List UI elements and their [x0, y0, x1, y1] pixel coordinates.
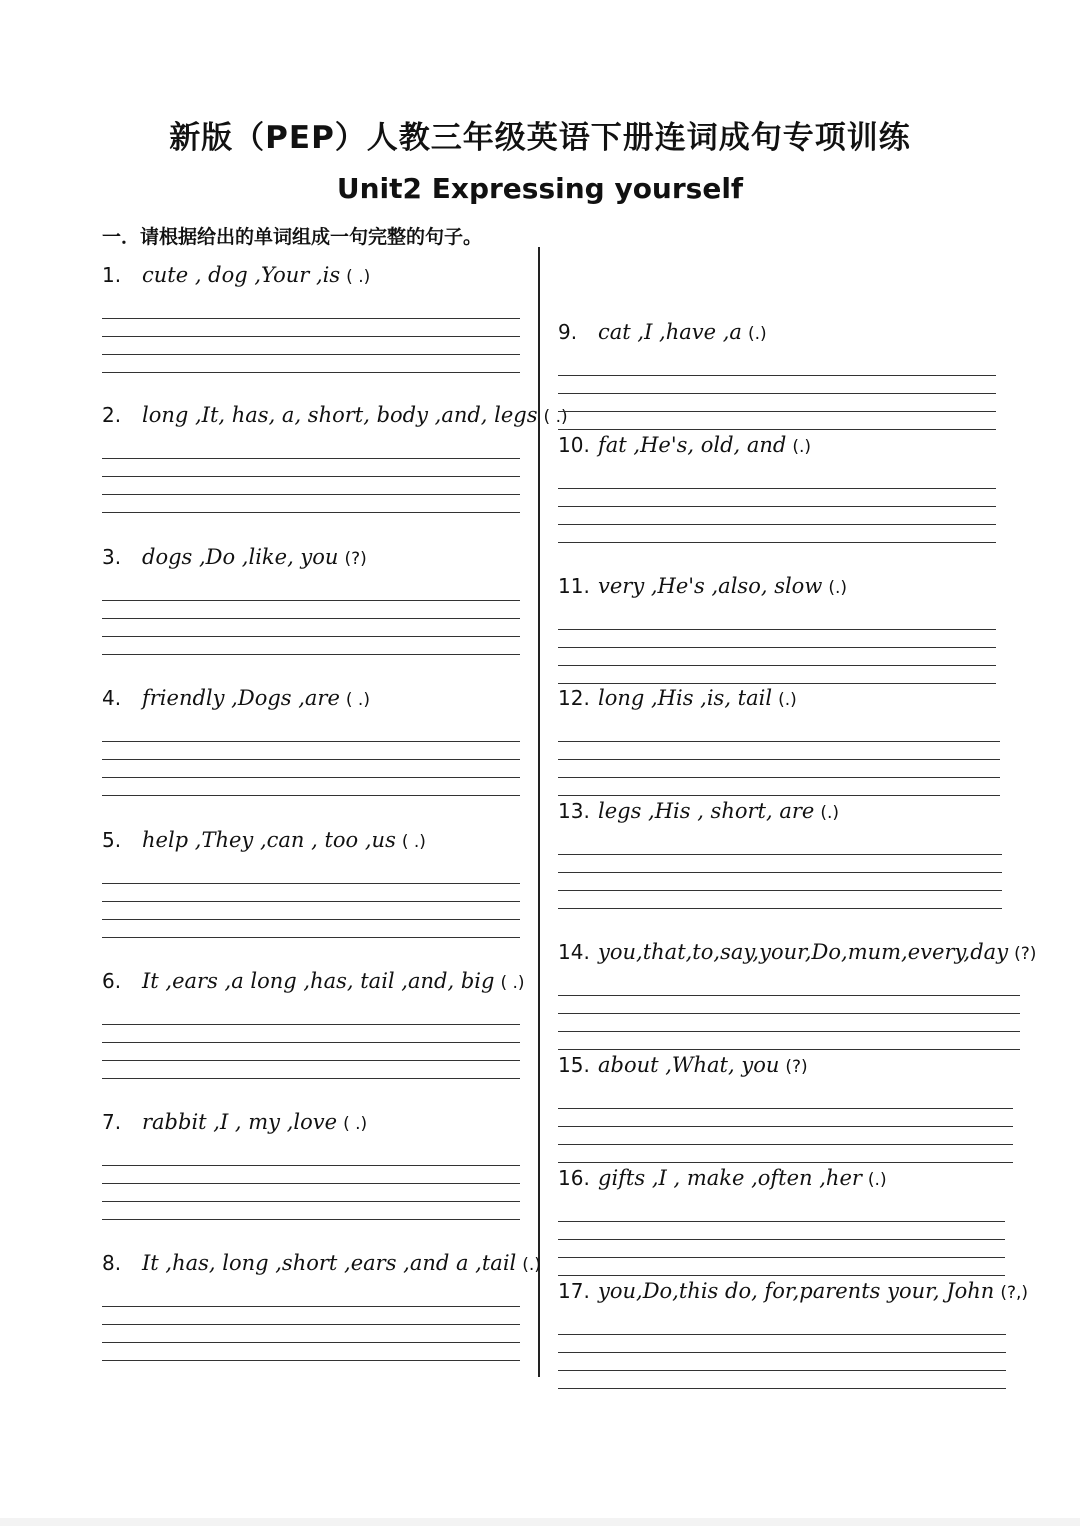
- question-number: 6.: [102, 969, 122, 993]
- punctuation-hint: (.): [792, 437, 812, 457]
- answer-line-2[interactable]: [558, 1352, 1006, 1353]
- question-number: 5.: [102, 828, 122, 852]
- question-text: [102, 1107, 367, 1139]
- scrambled-words: long ,His ,is, tail: [598, 686, 773, 710]
- question-text: [102, 825, 426, 857]
- question-text: [558, 1163, 887, 1195]
- scrambled-words: you,Do,this do, for,parents your, John: [598, 1279, 995, 1303]
- question-text: [558, 571, 847, 603]
- answer-line-3[interactable]: [558, 1257, 1005, 1258]
- answer-line-2[interactable]: [558, 1239, 1005, 1240]
- scrambled-words: rabbit ,I , my ,love: [142, 1110, 338, 1134]
- question-number: 1.: [102, 263, 122, 287]
- answer-line-3[interactable]: [102, 636, 520, 637]
- scrambled-words: you,that,to,say,your,Do,mum,every,day: [598, 940, 1009, 964]
- scrambled-words: It ,ears ,a long ,has, tail ,and, big: [142, 969, 495, 993]
- punctuation-hint: ( .): [345, 690, 370, 710]
- answer-line-4[interactable]: [102, 1219, 520, 1220]
- question-text: [558, 317, 767, 349]
- answer-line-3[interactable]: [558, 777, 1000, 778]
- question-number: 12.: [558, 686, 590, 710]
- punctuation-hint: ( .): [343, 1114, 368, 1134]
- question-text: [558, 430, 811, 462]
- question-number: 3.: [102, 545, 122, 569]
- answer-line-2[interactable]: [102, 618, 520, 619]
- answer-line-2[interactable]: [102, 1324, 520, 1325]
- answer-line-2[interactable]: [558, 872, 1002, 873]
- punctuation-hint: ( .): [500, 973, 525, 993]
- answer-line-3[interactable]: [558, 411, 996, 412]
- question-text: [102, 1248, 541, 1280]
- answer-line-2[interactable]: [558, 393, 996, 394]
- answer-line-2[interactable]: [558, 506, 996, 507]
- scrambled-words: friendly ,Dogs ,are: [142, 686, 340, 710]
- answer-line-2[interactable]: [102, 759, 520, 760]
- punctuation-hint: (.): [522, 1255, 541, 1275]
- scrambled-words: very ,He's ,also, slow: [598, 574, 823, 598]
- answer-line-1[interactable]: [102, 458, 520, 459]
- question-number: 10.: [558, 433, 590, 457]
- answer-line-2[interactable]: [558, 1013, 1020, 1014]
- question-number: 13.: [558, 799, 590, 823]
- answer-line-4[interactable]: [102, 372, 520, 373]
- answer-line-3[interactable]: [102, 919, 520, 920]
- answer-line-4[interactable]: [102, 1078, 520, 1079]
- answer-line-1[interactable]: [558, 1221, 1005, 1222]
- unit-subtitle: Unit2 Expressing yourself: [336, 172, 744, 205]
- punctuation-hint: ( .): [346, 267, 371, 287]
- answer-line-3[interactable]: [558, 524, 996, 525]
- scrambled-words: legs ,His , short, are: [598, 799, 815, 823]
- answer-line-3[interactable]: [558, 665, 996, 666]
- answer-line-1[interactable]: [102, 741, 520, 742]
- scrambled-words: about ,What, you: [598, 1053, 780, 1077]
- punctuation-hint: ( .): [543, 407, 568, 427]
- answer-line-2[interactable]: [558, 647, 996, 648]
- answer-line-2[interactable]: [558, 1126, 1013, 1127]
- answer-line-3[interactable]: [102, 494, 520, 495]
- instruction: 一．请根据给出的单词组成一句完整的句子。: [102, 226, 483, 248]
- answer-line-1[interactable]: [558, 1334, 1006, 1335]
- scrambled-words: cat ,I ,have ,a: [598, 320, 742, 344]
- question-number: 7.: [102, 1110, 122, 1134]
- answer-line-1[interactable]: [558, 629, 996, 630]
- question-number: 14.: [558, 940, 590, 964]
- question-text: [558, 1276, 1028, 1308]
- scrambled-words: long ,It, has, a, short, body ,and, legs: [142, 403, 538, 427]
- scrambled-words: cute , dog ,Your ,is: [142, 263, 341, 287]
- answer-line-1[interactable]: [102, 1024, 520, 1025]
- question-text: [558, 796, 839, 828]
- punctuation-hint: (.): [820, 803, 839, 823]
- answer-line-1[interactable]: [558, 995, 1020, 996]
- answer-line-2[interactable]: [102, 1183, 520, 1184]
- question-number: 15.: [558, 1053, 590, 1077]
- question-text: [558, 1050, 808, 1082]
- question-text: [102, 400, 568, 432]
- question-number: 17.: [558, 1279, 590, 1303]
- punctuation-hint: (.): [828, 578, 847, 598]
- scrambled-words: help ,They ,can , too ,us: [142, 828, 396, 852]
- punctuation-hint: (.): [867, 1170, 887, 1190]
- answer-line-3[interactable]: [102, 1201, 520, 1202]
- punctuation-hint: (?): [344, 549, 367, 569]
- answer-line-4[interactable]: [102, 795, 520, 796]
- question-text: [102, 542, 367, 574]
- answer-line-3[interactable]: [558, 890, 1002, 891]
- question-number: 4.: [102, 686, 122, 710]
- answer-line-3[interactable]: [102, 1060, 520, 1061]
- answer-line-1[interactable]: [558, 1108, 1013, 1109]
- answer-line-4[interactable]: [102, 937, 520, 938]
- answer-line-2[interactable]: [102, 336, 520, 337]
- answer-line-2[interactable]: [102, 1042, 520, 1043]
- page-title: 新版（PEP）人教三年级英语下册连词成句专项训练: [169, 120, 911, 156]
- punctuation-hint: (?,): [1000, 1283, 1029, 1303]
- answer-line-1[interactable]: [102, 883, 520, 884]
- punctuation-hint: ( .): [401, 832, 426, 852]
- question-number: 11.: [558, 574, 590, 598]
- question-text: [102, 260, 370, 292]
- answer-line-1[interactable]: [558, 741, 1000, 742]
- answer-line-1[interactable]: [102, 1306, 520, 1307]
- question-text: [558, 683, 797, 715]
- scrambled-words: fat ,He's, old, and: [598, 433, 787, 457]
- answer-line-3[interactable]: [558, 1370, 1006, 1371]
- answer-line-1[interactable]: [558, 375, 996, 376]
- punctuation-hint: (?): [1014, 944, 1037, 964]
- question-text: [102, 966, 525, 998]
- question-number: 9.: [558, 320, 578, 344]
- answer-line-1[interactable]: [558, 854, 1002, 855]
- answer-line-2[interactable]: [558, 759, 1000, 760]
- question-number: 2.: [102, 403, 122, 427]
- answer-line-1[interactable]: [102, 318, 520, 319]
- answer-line-3[interactable]: [102, 777, 520, 778]
- answer-line-3[interactable]: [102, 1342, 520, 1343]
- question-text: [102, 683, 370, 715]
- answer-line-1[interactable]: [102, 600, 520, 601]
- answer-line-2[interactable]: [102, 901, 520, 902]
- question-number: 8.: [102, 1251, 122, 1275]
- answer-line-4[interactable]: [558, 542, 996, 543]
- answer-line-4[interactable]: [558, 908, 1002, 909]
- scrambled-words: It ,has, long ,short ,ears ,and a ,tail: [142, 1251, 517, 1275]
- scrambled-words: gifts ,I , make ,often ,her: [598, 1166, 862, 1190]
- answer-line-2[interactable]: [102, 476, 520, 477]
- question-number: 16.: [558, 1166, 590, 1190]
- scrambled-words: dogs ,Do ,like, you: [142, 545, 339, 569]
- question-text: [558, 937, 1036, 969]
- answer-line-4[interactable]: [102, 512, 520, 513]
- answer-line-3[interactable]: [558, 1144, 1013, 1145]
- answer-line-4[interactable]: [102, 654, 520, 655]
- answer-line-4[interactable]: [102, 1360, 520, 1361]
- answer-line-3[interactable]: [558, 1031, 1020, 1032]
- answer-line-4[interactable]: [558, 1388, 1006, 1389]
- answer-line-1[interactable]: [558, 488, 996, 489]
- punctuation-hint: (?): [785, 1057, 808, 1077]
- punctuation-hint: (.): [778, 690, 797, 710]
- page-bottom-edge: [0, 1518, 1080, 1526]
- punctuation-hint: (.): [747, 324, 767, 344]
- answer-line-3[interactable]: [102, 354, 520, 355]
- answer-line-1[interactable]: [102, 1165, 520, 1166]
